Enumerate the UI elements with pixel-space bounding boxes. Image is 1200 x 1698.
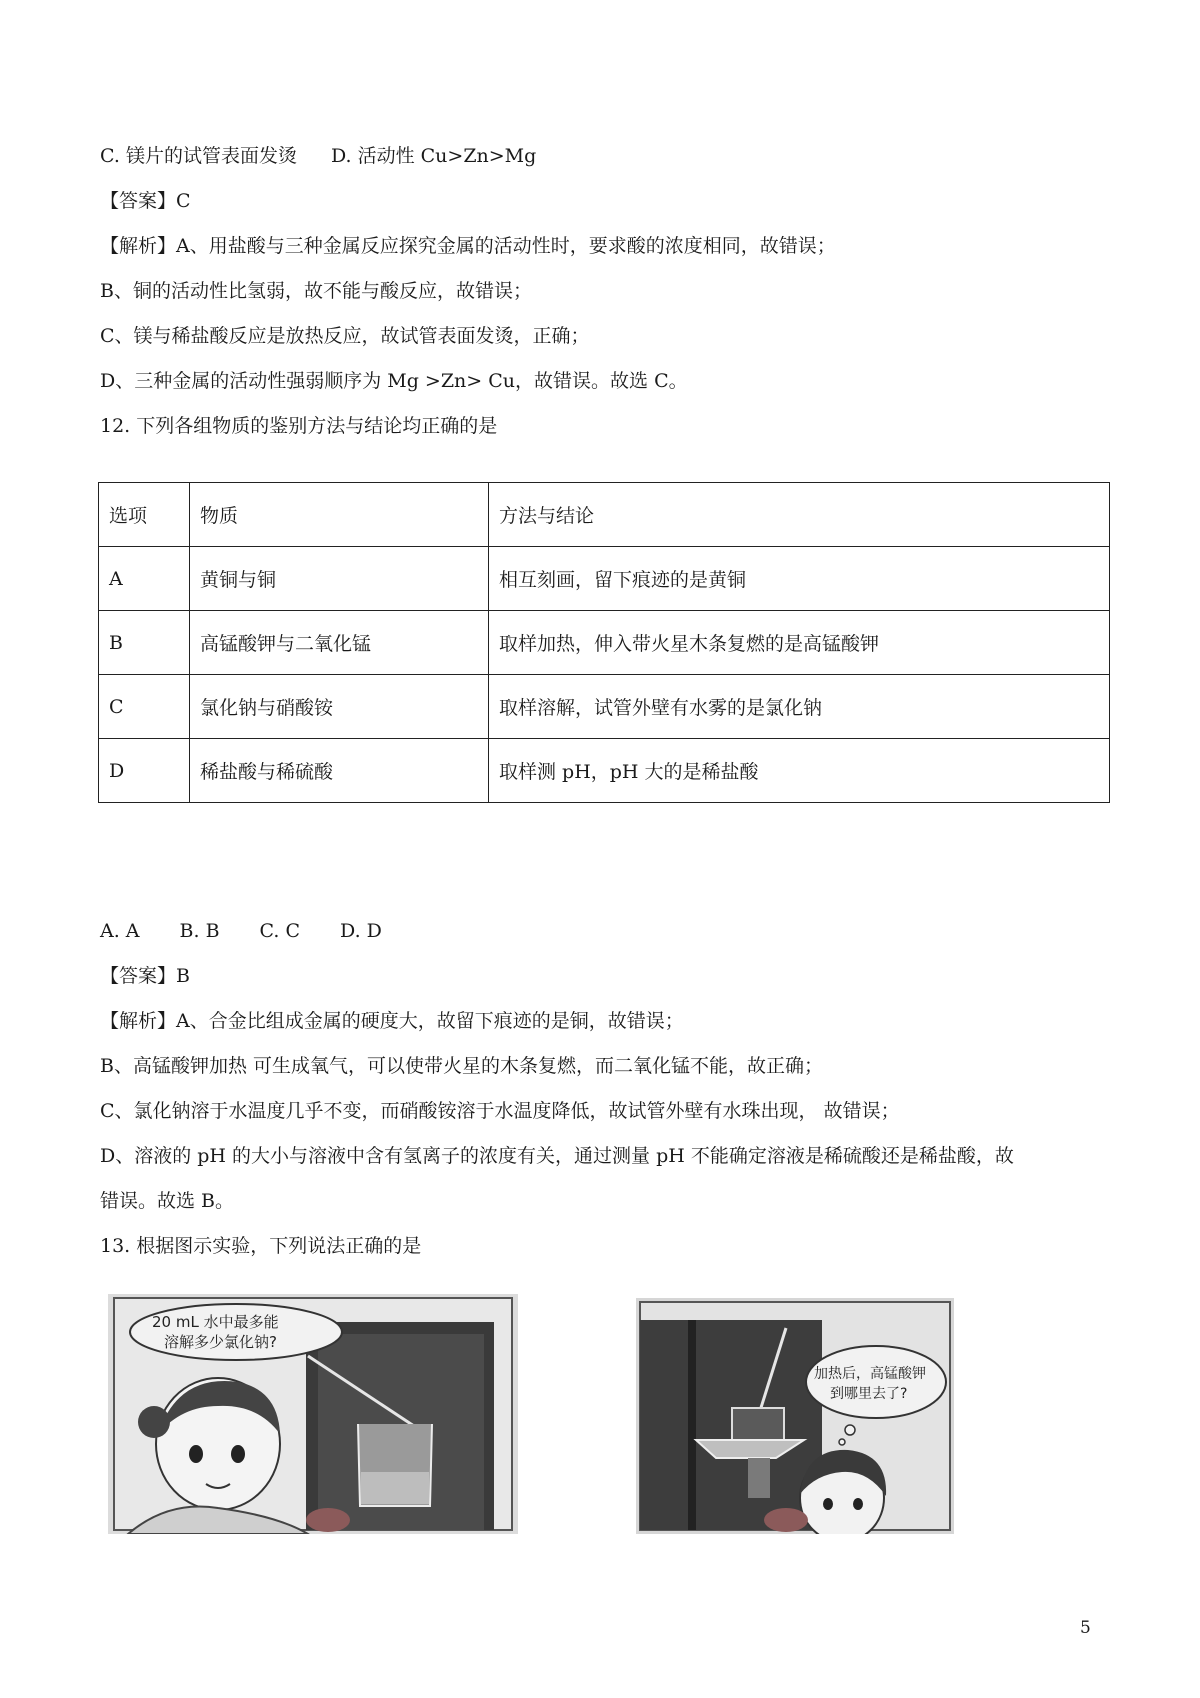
q12-analysis-line: 错误。故选 B。 [100, 1190, 235, 1212]
q11-options-cd [100, 143, 536, 169]
q13-left-figure [108, 1294, 518, 1534]
q12-question: 12. 下列各组物质的鉴别方法与结论均正确的是 [100, 415, 498, 437]
q11-option-c: C. 镁片的试管表面发烫 [100, 145, 297, 167]
table-row [99, 547, 1110, 611]
q12-table [98, 482, 1110, 803]
table-cell: 取样测 pH，pH 大的是稀盐酸 [489, 739, 1110, 803]
q12-analysis-line: C、氯化钠溶于水温度几乎不变，而硝酸铵溶于水温度降低，故试管外壁有水珠出现， 故错误； [100, 1100, 900, 1122]
q12-analysis-line: 【解析】A、合金比组成金属的硬度大，故留下痕迹的是铜，故错误； [100, 1010, 684, 1032]
q12-answer: 【答案】B [100, 965, 190, 987]
q12-analysis-line: B、高锰酸钾加热 可生成氧气，可以使带火星的木条复燃，而二氧化锰不能，故正确； [100, 1055, 824, 1077]
table-header-cell: 物质 [190, 483, 489, 547]
q12-option: B. B [179, 920, 220, 942]
table-header-row [99, 483, 1110, 547]
left-speech-line: 20 mL 水中最多能 [152, 1313, 279, 1331]
page-number: 5 [1080, 1618, 1091, 1638]
table-cell: 稀盐酸与稀硫酸 [190, 739, 489, 803]
q11-analysis-line: D、三种金属的活动性强弱顺序为 Mg >Zn> Cu，故错误。故选 C。 [100, 370, 688, 392]
table-cell: A [99, 547, 190, 611]
q12-analysis-line: D、溶液的 pH 的大小与溶液中含有氢离子的浓度有关，通过测量 pH 不能确定溶液是稀硫酸还是稀盐酸，故 [100, 1145, 1014, 1167]
q11-analysis-line: 【解析】A、用盐酸与三种金属反应探究金属的活动性时，要求酸的浓度相同，故错误； [100, 235, 836, 257]
table-row [99, 675, 1110, 739]
table-cell: D [99, 739, 190, 803]
table-cell: 氯化钠与硝酸铵 [190, 675, 489, 739]
q12-option: A. A [100, 920, 140, 942]
q12-option: D. D [340, 920, 382, 942]
table-cell: C [99, 675, 190, 739]
table-cell: 取样加热，伸入带火星木条复燃的是高锰酸钾 [489, 611, 1110, 675]
right-speech-line: 加热后，高锰酸钾 [814, 1366, 926, 1382]
q13-right-figure [636, 1298, 954, 1534]
q11-analysis-line: B、铜的活动性比氢弱，故不能与酸反应，故错误； [100, 280, 532, 302]
table-header-cell: 方法与结论 [489, 483, 1110, 547]
table-row [99, 739, 1110, 803]
table-row [99, 611, 1110, 675]
table-header-cell: 选项 [99, 483, 190, 547]
right-speech-line: 到哪里去了? [830, 1386, 908, 1402]
q13-question: 13. 根据图示实验，下列说法正确的是 [100, 1235, 422, 1257]
table-cell: 高锰酸钾与二氧化锰 [190, 611, 489, 675]
table-cell: 取样溶解，试管外壁有水雾的是氯化钠 [489, 675, 1110, 739]
table-cell: 黄铜与铜 [190, 547, 489, 611]
q11-option-d: D. 活动性 Cu>Zn>Mg [330, 145, 537, 167]
q11-analysis-line: C、镁与稀盐酸反应是放热反应，故试管表面发烫，正确； [100, 325, 590, 347]
q12-options [100, 918, 382, 944]
left-speech-line: 溶解多少氯化钠? [164, 1333, 277, 1351]
q11-answer: 【答案】C [100, 190, 191, 212]
girl-beaker-illustration [108, 1294, 518, 1534]
table-cell: 相互刻画，留下痕迹的是黄铜 [489, 547, 1110, 611]
q12-option: C. C [259, 920, 301, 942]
table-cell: B [99, 611, 190, 675]
boy-heating-illustration [636, 1298, 954, 1534]
